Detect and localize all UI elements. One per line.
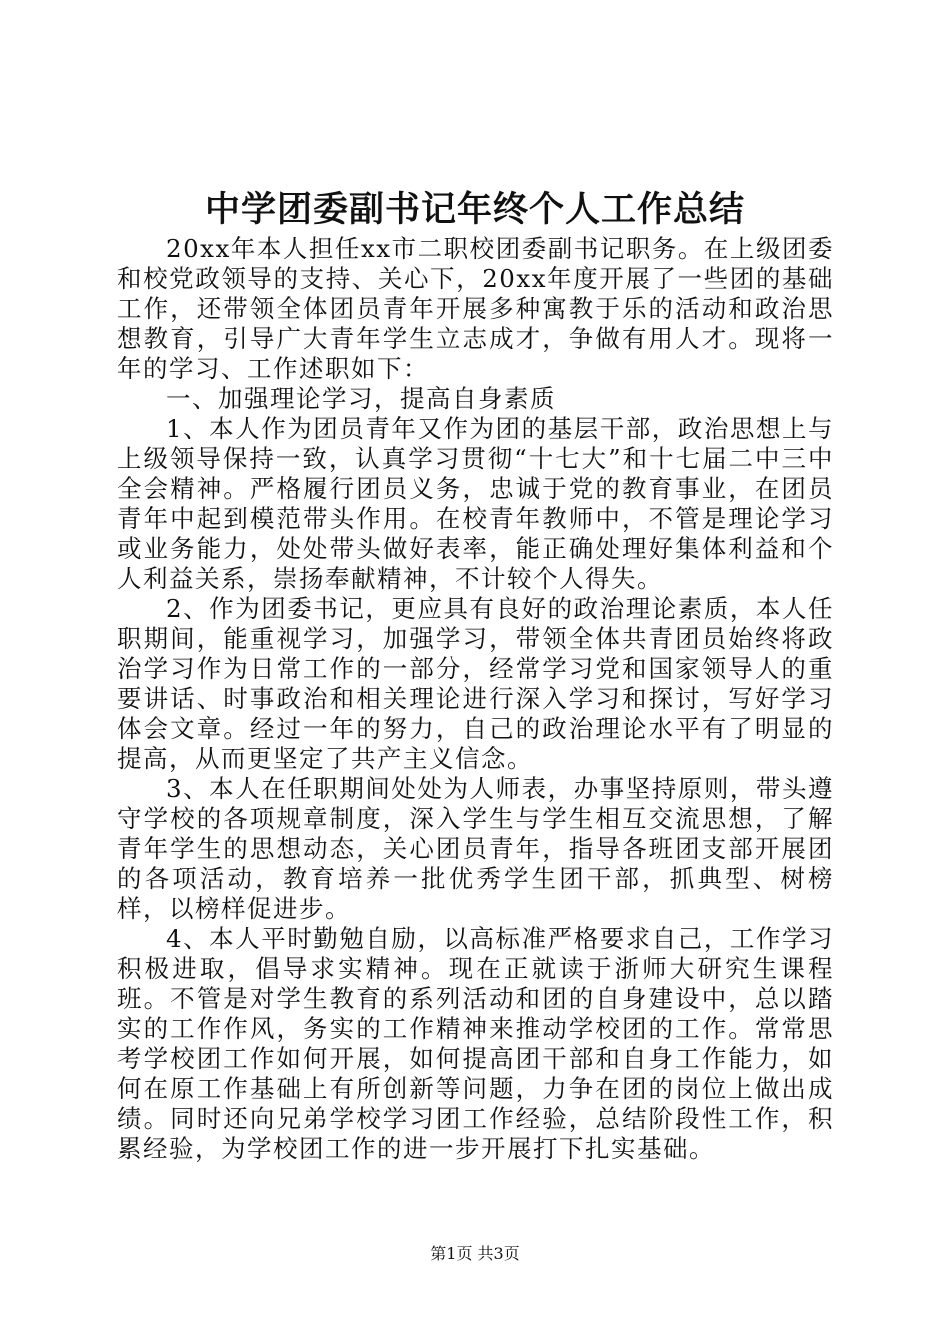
- document-body: [117, 234, 834, 1164]
- body-paragraph: 1、本人作为团员青年又作为团的基层干部，政治思想上与上级领导保持一致，认真学习贯彻“十七大”和十七届二中三中全会精神。严格履行团员义务，忠诚于党的教育事业，在团员青年中起到模范带头作用。在校青年教师中，不管是理论学习或业务能力，处处带头做好表率，能正确处理好集体利益和个人利益关系，崇扬奉献精神，不计较个人得失。: [117, 414, 834, 593]
- body-paragraph: 2、作为团委书记，更应具有良好的政治理论素质，本人任职期间，能重视学习，加强学习，带领全体共青团员始终将政治学习作为日常工作的一部分，经常学习党和国家领导人的重要讲话、时事政治和相关理论进行深入学习和探讨，写好学习体会文章。经过一年的努力，自己的政治理论水平有了明显的提高，从而更坚定了共产主义信念。: [117, 594, 834, 773]
- intro-paragraph: 20xx年本人担任xx市二职校团委副书记职务。在上级团委和校党政领导的支持、关心下，20xx年度开展了一些团的基础工作，还带领全体团员青年开展多种寓教于乐的活动和政治思想教育，引导广大青年学生立志成才，争做有用人才。现将一年的学习、工作述职如下：: [117, 234, 834, 383]
- body-paragraph: 3、本人在任职期间处处为人师表，办事坚持原则，带头遵守学校的各项规章制度，深入学生与学生相互交流思想，了解青年学生的思想动态，关心团员青年，指导各班团支部开展团的各项活动，教育培养一批优秀学生团干部，抓典型、树榜样，以榜样促进步。: [117, 774, 834, 923]
- document-title: 中学团委副书记年终个人工作总结: [204, 189, 745, 230]
- page-footer: 第1页 共3页: [430, 1244, 520, 1263]
- body-paragraph: 4、本人平时勤勉自励，以高标准严格要求自己，工作学习积极进取，倡导求实精神。现在正就读于浙师大研究生课程班。不管是对学生教育的系列活动和团的自身建设中，总以踏实的工作作风，务实的工作精神来推动学校团的工作。常常思考学校团工作如何开展，如何提高团干部和自身工作能力，如何在原工作基础上有所创新等问题，力争在团的岗位上做出成绩。同时还向兄弟学校学习团工作经验，总结阶段性工作，积累经验，为学校团工作的进一步开展打下扎实基础。: [117, 924, 834, 1163]
- section-heading: 一、加强理论学习，提高自身素质: [166, 384, 556, 413]
